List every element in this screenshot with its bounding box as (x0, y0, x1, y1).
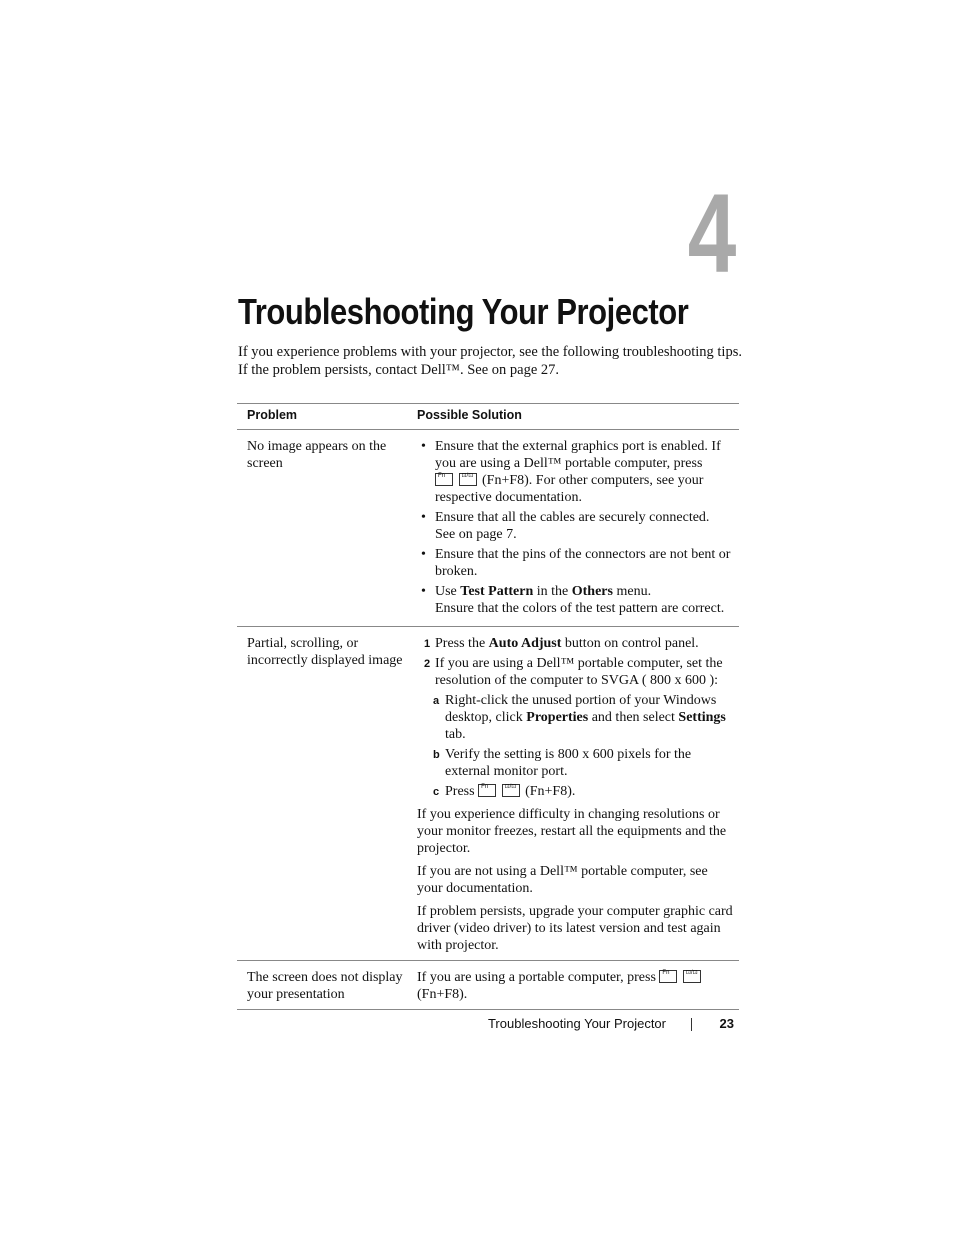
settings-label: Settings (678, 710, 726, 725)
substep-c: c Press Fn ⊡/⊡ (Fn+F8). (433, 784, 576, 799)
solution-paragraph: If you are not using a Dell™ portable computer, see your documentation. (417, 864, 708, 896)
step-2: 2 If you are using a Dell™ portable computer, set the resolution of the computer to SVGA ( 800 x 600 ): (424, 656, 723, 688)
fn-key-icon: Fn (435, 473, 453, 486)
table-row (237, 961, 739, 1010)
chapter-number: 4 (687, 171, 736, 296)
f8-display-key-icon: ⊡/⊡ (502, 784, 520, 797)
step-1: 1 Press the Auto Adjust button on control panel. (424, 636, 699, 651)
list-item: • Use Test Pattern in the Others menu. Ensure that the colors of the test pattern are correct. (417, 583, 733, 617)
fn-key-icon: Fn (659, 970, 677, 983)
header-possible-solution: Possible Solution (417, 404, 739, 430)
solution-paragraph: If problem persists, upgrade your computer graphic card driver (video driver) to its latest version and test again with projector. (417, 904, 733, 953)
solution-cell: If you are using a portable computer, press Fn ⊡/⊡ (Fn+F8). (417, 961, 739, 1010)
auto-adjust-label: Auto Adjust (488, 636, 562, 651)
others-menu-label: Others (571, 584, 613, 599)
table-row (237, 627, 739, 961)
list-item: • Ensure that the external graphics port is enabled. If you are using a Dell™ portable computer, press Fn ⊡/⊡ (Fn+F8). For other computers, see your respective documentation. (417, 438, 733, 506)
substep-b: b Verify the setting is 800 x 600 pixels for the external monitor port. (433, 747, 692, 779)
intro-text (238, 343, 743, 379)
table-header-row (237, 404, 739, 430)
header-problem: Problem (237, 404, 417, 430)
intro-line-2: If the problem persists, contact Dell™. See on page 27. (238, 362, 560, 378)
footer-separator (691, 1018, 692, 1031)
fn-key-icon: Fn (478, 784, 496, 797)
list-item: • Ensure that all the cables are securely connected. See on page 7. (417, 509, 733, 543)
intro-line-1: If you experience problems with your projector, see the following troubleshooting tips. (238, 344, 742, 360)
page-footer (440, 1016, 734, 1036)
solution-paragraph: If you experience difficulty in changing resolutions or your monitor freezes, restart all the equipments and the projector. (417, 807, 727, 856)
solution-cell (417, 627, 739, 961)
page-title: Troubleshooting Your Projector (238, 291, 689, 332)
solution-bullets (417, 438, 733, 617)
page-number: 23 (719, 1016, 734, 1031)
f8-display-key-icon: ⊡/⊡ (459, 473, 477, 486)
problem-cell: Partial, scrolling, or incorrectly displayed image (237, 627, 417, 961)
f8-display-key-icon: ⊡/⊡ (683, 970, 701, 983)
troubleshooting-table (237, 403, 739, 1010)
solution-cell (417, 430, 739, 627)
problem-cell: The screen does not display your presentation (237, 961, 417, 1010)
substep-a: a Right-click the unused portion of your Windows desktop, click Properties and then select Settings tab. (433, 693, 726, 742)
footer-title: Troubleshooting Your Projector (487, 1016, 666, 1031)
problem-cell: No image appears on the screen (237, 430, 417, 627)
table-row (237, 430, 739, 627)
properties-label: Properties (526, 710, 589, 725)
test-pattern-label: Test Pattern (460, 584, 534, 599)
list-item: • Ensure that the pins of the connectors are not bent or broken. (417, 546, 733, 580)
